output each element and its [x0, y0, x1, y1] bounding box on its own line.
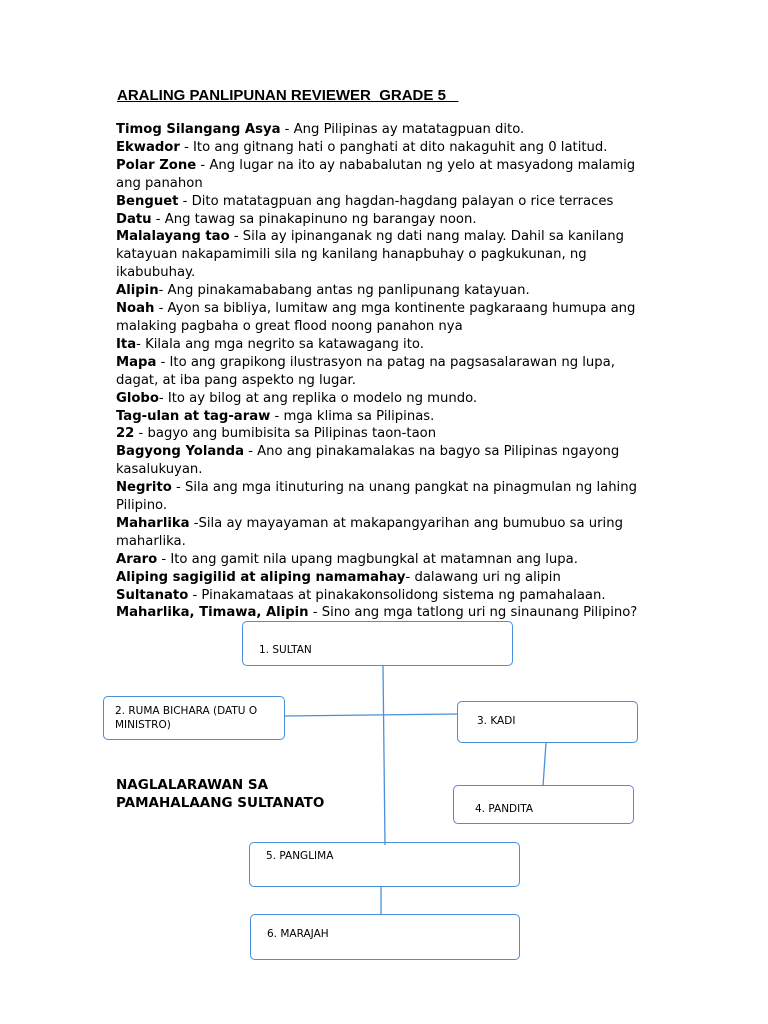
entry-term: Negrito: [116, 480, 172, 496]
connector-kadi-pandita: [543, 743, 546, 786]
entry-description: - Kilala ang mga negrito sa katawagang ito.: [136, 336, 424, 352]
reviewer-entry: [116, 443, 661, 479]
reviewer-entry: [116, 282, 661, 300]
connector-ruma-kadi: [285, 714, 458, 716]
entry-term: Ekwador: [116, 139, 180, 155]
entry-term: Polar Zone: [116, 157, 197, 173]
entry-description: - Ang Pilipinas ay matatagpuan dito.: [280, 122, 525, 137]
entry-description: - Ito ay bilog at ang replika o modelo ng mundo.: [158, 390, 478, 406]
entry-description: - Sila ay ipinanganak ng dati nang malay. Dahil sa kanilang katayuan nakapamimili sila ng kanilang hanapbuhay o pagkukunan, ng ikabubuhay.: [116, 229, 625, 281]
reviewer-entry: [116, 193, 661, 211]
reviewer-entry: [116, 604, 661, 622]
reviewer-entry: [116, 408, 661, 426]
box-ruma-bichara: [103, 696, 285, 740]
reviewer-entry: [116, 515, 661, 551]
entry-description: - Dito matatagpuan ang hagdan-hagdang palayan o rice terraces: [178, 193, 614, 209]
entry-description: - dalawang uri ng alipin: [405, 569, 561, 585]
reviewer-entry: [116, 425, 661, 443]
entry-term: Tag-ulan at tag-araw: [116, 408, 271, 424]
entry-term: Maharlika, Timawa, Alipin: [116, 605, 309, 621]
entry-description: - mga klima sa Pilipinas.: [270, 408, 435, 424]
reviewer-entry: [116, 569, 661, 587]
reviewer-entry: [116, 479, 661, 515]
box-label: 6. MARAJAH: [267, 928, 329, 940]
box-label: 2. RUMA BICHARA (DATU O MINISTRO): [115, 705, 258, 731]
entry-term: Bagyong Yolanda: [116, 444, 245, 460]
reviewer-entry: [116, 300, 661, 336]
reviewer-entries: [116, 121, 661, 622]
entry-description: - Ang pinakamababang antas ng panlipunang katayuan.: [158, 283, 530, 299]
document-title: ARALING PANLIPUNAN REVIEWER GRADE 5: [117, 87, 459, 104]
entry-term: Aliping sagigilid at aliping namamahay: [116, 569, 406, 585]
entry-term: Ita: [116, 336, 137, 352]
entry-description: - Pinakamataas at pinakakonsolidong sistema ng pamahalaan.: [188, 587, 606, 603]
entry-description: - bagyo ang bumibisita sa Pilipinas taon-taon: [134, 426, 437, 442]
box-panglima: [249, 842, 520, 887]
diagram-caption: NAGLALARAWAN SA PAMAHALAANG SULTANATO: [116, 777, 325, 811]
entry-description: - Ito ang grapikong ilustrasyon na patag na pagsasalarawan ng lupa, dagat, at iba pang aspekto ng lugar.: [116, 354, 615, 388]
entry-term: Araro: [116, 551, 158, 567]
reviewer-entry: [116, 336, 661, 354]
reviewer-entry: [116, 390, 661, 408]
entry-description: - Ano ang pinakamalakas na bagyo sa Pilipinas ngayong kasalukuyan.: [116, 444, 620, 478]
entry-term: Maharlika: [116, 515, 190, 531]
entry-term: Datu: [116, 211, 152, 227]
entry-description: - Ang lugar na ito ay nababalutan ng yelo at masyadong malamig ang panahon: [116, 157, 636, 191]
entry-description: - Sino ang mga tatlong uri ng sinaunang Pilipino?: [308, 605, 638, 621]
entry-term: Globo: [116, 390, 159, 406]
box-label: 5. PANGLIMA: [266, 850, 334, 862]
entry-term: Sultanato: [116, 587, 189, 603]
entry-description: - Ito ang gitnang hati o panghati at dito nakaguhit ang 0 latitud.: [179, 139, 608, 155]
entry-description: -Sila ay mayayaman at makapangyarihan ang bumubuo sa uring maharlika.: [116, 515, 623, 549]
entry-description: - Ito ang gamit nila upang magbungkal at matamnan ang lupa.: [157, 551, 578, 567]
entry-term: Alipin: [116, 283, 159, 299]
entry-description: - Ayon sa bibliya, lumitaw ang mga kontinente pagkaraang humupa ang malaking pagbaha o great flood noong panahon nya: [116, 301, 636, 334]
reviewer-entry: [116, 551, 661, 569]
box-pandita: [453, 785, 634, 824]
box-label: 1. SULTAN: [259, 644, 312, 656]
entry-term: Noah: [116, 301, 155, 317]
entry-term: Timog Silangang Asya: [116, 122, 281, 137]
entry-description: - Ang tawag sa pinakapinuno ng barangay noon.: [151, 211, 477, 227]
reviewer-entry: [116, 354, 661, 390]
box-kadi: [457, 701, 638, 743]
box-marajah: [250, 914, 520, 960]
entry-term: Malalayang tao: [116, 229, 230, 245]
entry-term: Benguet: [116, 193, 179, 209]
entry-description: - Sila ang mga itinuturing na unang pangkat na pinagmulan ng lahing Pilipino.: [116, 480, 637, 514]
reviewer-entry: [116, 139, 661, 157]
reviewer-entry: [116, 587, 661, 605]
box-sultan: [242, 621, 513, 666]
reviewer-entry: [116, 228, 661, 282]
entry-term: Mapa: [116, 354, 157, 370]
box-label: 4. PANDITA: [475, 803, 534, 815]
reviewer-entry: [116, 211, 661, 229]
reviewer-entry: [116, 121, 661, 139]
connector-sultan-trunk: [383, 666, 385, 845]
entry-term: 22: [116, 426, 135, 442]
reviewer-entry: [116, 157, 661, 193]
box-label: 3. KADI: [477, 715, 516, 727]
